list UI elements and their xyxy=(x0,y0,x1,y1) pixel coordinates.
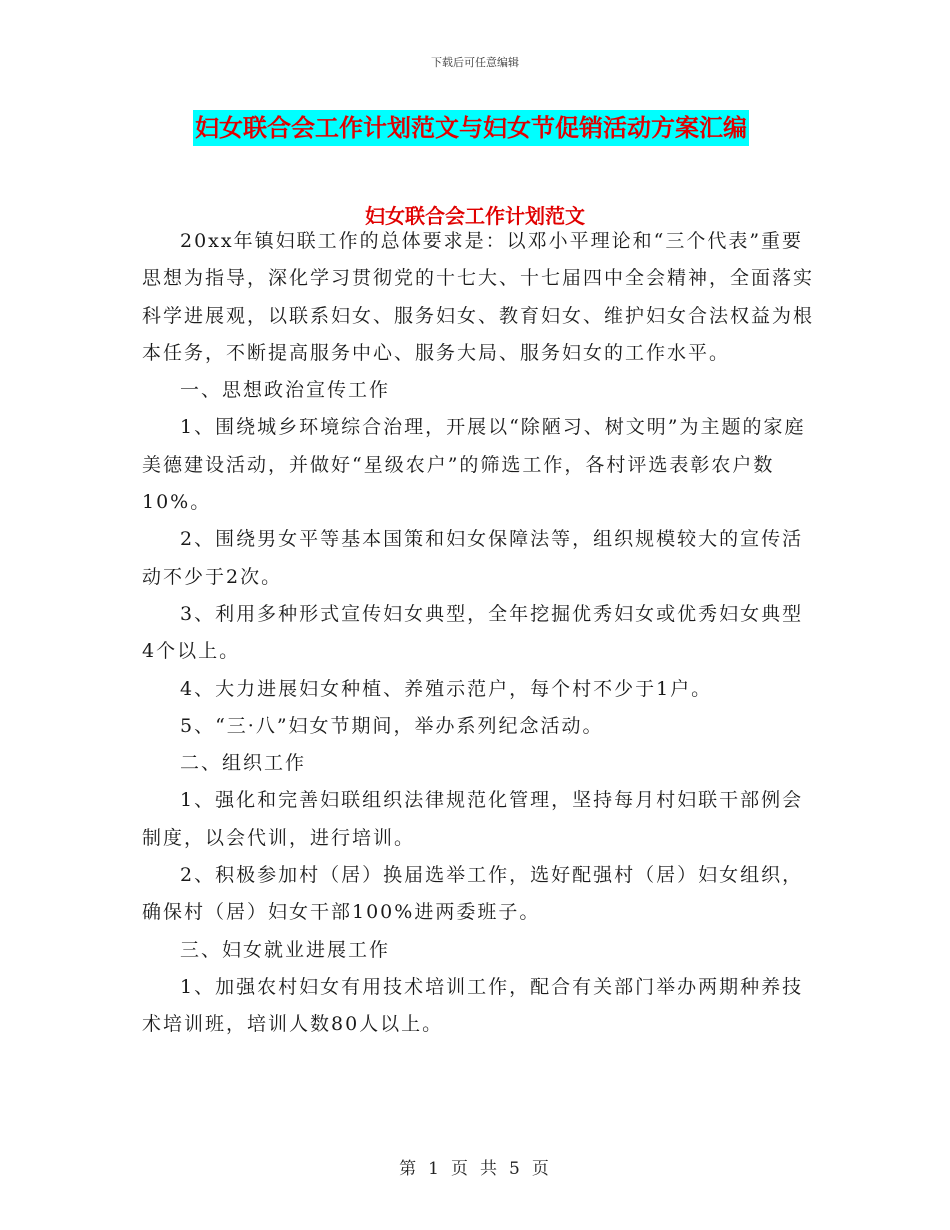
heading-employment-development: 三、妇女就业进展工作 xyxy=(180,938,391,961)
list-item: 2、围绕男女平等基本国策和妇女保障法等，组织规模较大的宣传活动不少于2次。 xyxy=(142,528,804,588)
header-note: 下载后可任意编辑 xyxy=(431,56,519,69)
page-label: 第 xyxy=(399,1159,419,1179)
page-footer xyxy=(0,1154,950,1179)
list-item: 1、加强农村妇女有用技术培训工作，配合有关部门举办两期种养技术培训班，培训人数80人以上。 xyxy=(142,975,804,1036)
section-title: 妇女联合会工作计划范文 xyxy=(365,204,585,228)
list-item: 5、“三·八”妇女节期间，举办系列纪念活动。 xyxy=(180,714,604,737)
total-label: 共 xyxy=(480,1159,499,1179)
total-unit: 页 xyxy=(531,1159,551,1179)
list-item: 1、强化和完善妇联组织法律规范化管理，坚持每月村妇联干部例会制度，以会代训，进行培训。 xyxy=(142,789,804,849)
list-item: 1、围绕城乡环境综合治理，开展以“除陋习、树文明”为主题的家庭美德建设活动，并做好“星级农户”的筛选工作，各村评选表彰农户数10%。 xyxy=(142,416,806,514)
page-number: 1 xyxy=(428,1159,441,1179)
intro-paragraph: 20xx年镇妇联工作的总体要求是：以邓小平理论和“三个代表”重要思想为指导，深化学习贯彻党的十七大、十七届四中全会精神，全面落实科学进展观，以联系妇女、服务妇女、教育妇女、维护妇女合法权益为根本任务，不断提高服务中心、服务大局、服务妇女的工作水平。 xyxy=(142,230,815,364)
document-body xyxy=(142,223,817,1044)
total-pages: 5 xyxy=(509,1159,522,1179)
heading-ideology-publicity: 一、思想政治宣传工作 xyxy=(180,379,391,402)
heading-organization-work: 二、组织工作 xyxy=(180,752,307,775)
list-item: 3、利用多种形式宣传妇女典型，全年挖掘优秀妇女或优秀妇女典型4个以上。 xyxy=(142,602,804,663)
document-main-title: 妇女联合会工作计划范文与妇女节促销活动方案汇编 xyxy=(193,110,749,146)
page-unit: 页 xyxy=(451,1159,470,1179)
list-item: 4、大力进展妇女种植、养殖示范户，每个村不少于1户。 xyxy=(180,677,713,700)
list-item: 2、积极参加村（居）换届选举工作，选好配强村（居）妇女组织，确保村（居）妇女干部100%进两委班子。 xyxy=(142,864,804,924)
